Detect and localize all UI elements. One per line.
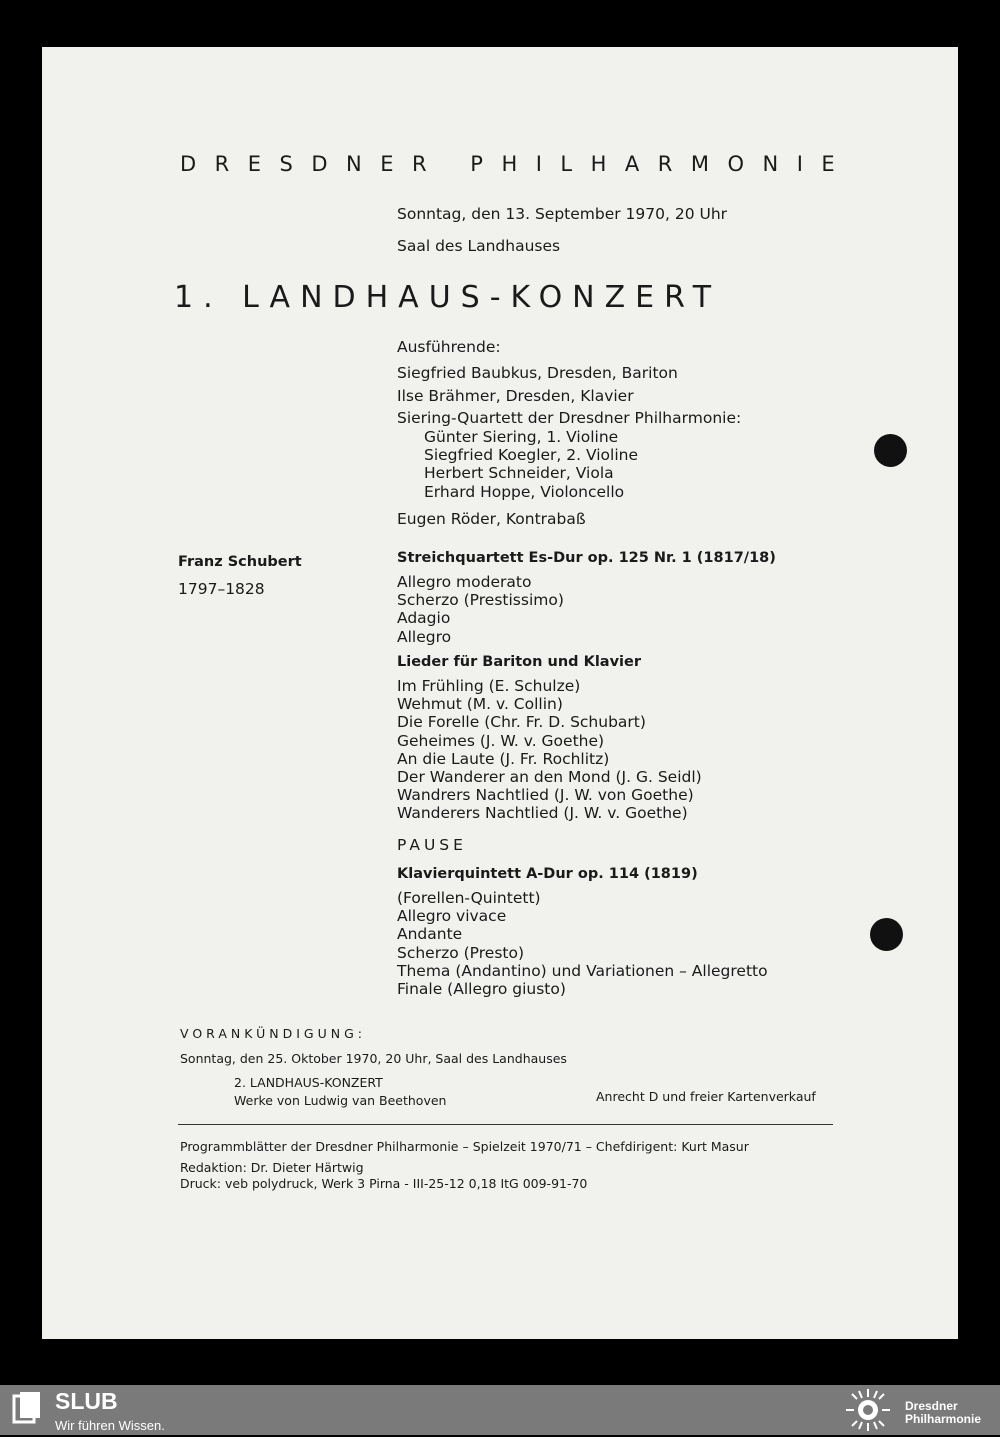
imprint-line-1: Programmblätter der Dresdner Philharmonie – Spielzeit 1970/71 – Chefdirigent: Kurt Masur: [180, 1139, 749, 1154]
movement: Finale (Allegro giusto): [397, 980, 566, 999]
orchestra-name: DRESDNER PHILHARMONIE: [180, 152, 854, 176]
concert-venue: Saal des Landhauses: [397, 237, 561, 255]
announcement-tickets: Anrecht D und freier Kartenverkauf: [596, 1089, 816, 1104]
song: Die Forelle (Chr. Fr. D. Schubart): [397, 713, 646, 732]
philharmonie-logo-text: Dresdner Philharmonie: [905, 1399, 982, 1426]
concert-date: Sonntag, den 13. September 1970, 20 Uhr: [397, 205, 728, 223]
movement: Scherzo (Prestissimo): [397, 591, 564, 610]
performers-heading: Ausführende:: [397, 338, 501, 356]
philharmonie-sun-icon: [842, 1387, 894, 1437]
movement: (Forellen-Quintett): [397, 889, 541, 907]
imprint-line-2: Redaktion: Dr. Dieter Härtwig: [180, 1160, 364, 1175]
movement: Andante: [397, 925, 463, 944]
quartet-member: Herbert Schneider, Viola: [424, 464, 614, 483]
song: Der Wanderer an den Mond (J. G. Seidl): [397, 768, 702, 787]
quartet-name: Siering-Quartett der Dresdner Philharmonie:: [397, 409, 742, 427]
song: Wehmut (M. v. Collin): [397, 695, 563, 714]
concert-title: 1. LANDHAUS-KONZERT: [174, 280, 722, 315]
quartet-member: Erhard Hoppe, Violoncello: [424, 482, 625, 501]
announcement-concert: 2. LANDHAUS-KONZERT: [234, 1075, 383, 1090]
announcement-heading: VORANKÜNDIGUNG:: [180, 1026, 367, 1041]
punch-hole-top: [874, 434, 907, 467]
movement: Adagio: [397, 609, 451, 628]
movement: Allegro moderato: [397, 573, 532, 591]
movement: Allegro vivace: [397, 907, 507, 926]
work-3-movements: [397, 889, 768, 998]
quartet-members: [424, 428, 638, 501]
composer-years: 1797–1828: [178, 580, 265, 598]
song: Im Frühling (E. Schulze): [397, 677, 581, 695]
quartet-member: Günter Siering, 1. Violine: [424, 428, 619, 446]
punch-hole-bottom: [870, 918, 903, 951]
song: An die Laute (J. Fr. Rochlitz): [397, 749, 610, 768]
work-3-title: Klavierquintett A-Dur op. 114 (1819): [397, 866, 698, 882]
performer-bass: Eugen Röder, Kontrabaß: [397, 510, 586, 528]
movement: Scherzo (Presto): [397, 943, 525, 962]
work-2-songs: [397, 677, 702, 823]
composer-name: Franz Schubert: [178, 554, 302, 570]
quartet-member: Siegfried Koegler, 2. Violine: [424, 446, 639, 465]
movement: Allegro: [397, 627, 452, 646]
song: Geheimes (J. W. v. Goethe): [397, 731, 605, 750]
slub-tagline: Wir führen Wissen.: [55, 1418, 165, 1433]
slub-book-icon: [12, 1390, 42, 1428]
song: Wandrers Nachtlied (J. W. von Goethe): [397, 786, 694, 805]
performer-baritone: Siegfried Baubkus, Dresden, Bariton: [397, 364, 678, 382]
performer-piano: Ilse Brähmer, Dresden, Klavier: [397, 387, 634, 405]
movement: Thema (Andantino) und Variationen – Allegretto: [397, 961, 768, 980]
pause-label: PAUSE: [397, 836, 467, 854]
work-1-title: Streichquartett Es-Dur op. 125 Nr. 1 (1817/18): [397, 550, 776, 566]
work-1-movements: [397, 573, 564, 646]
slub-logo-text: SLUB: [55, 1388, 118, 1414]
work-2-title: Lieder für Bariton und Klavier: [397, 654, 641, 670]
divider: [178, 1124, 833, 1125]
song: Wanderers Nachtlied (J. W. v. Goethe): [397, 804, 688, 823]
announcement-works: Werke von Ludwig van Beethoven: [234, 1093, 447, 1108]
imprint-line-3: Druck: veb polydruck, Werk 3 Pirna - III-25-12 0,18 ItG 009-91-70: [180, 1176, 588, 1191]
announcement-date: Sonntag, den 25. Oktober 1970, 20 Uhr, Saal des Landhauses: [180, 1051, 567, 1066]
